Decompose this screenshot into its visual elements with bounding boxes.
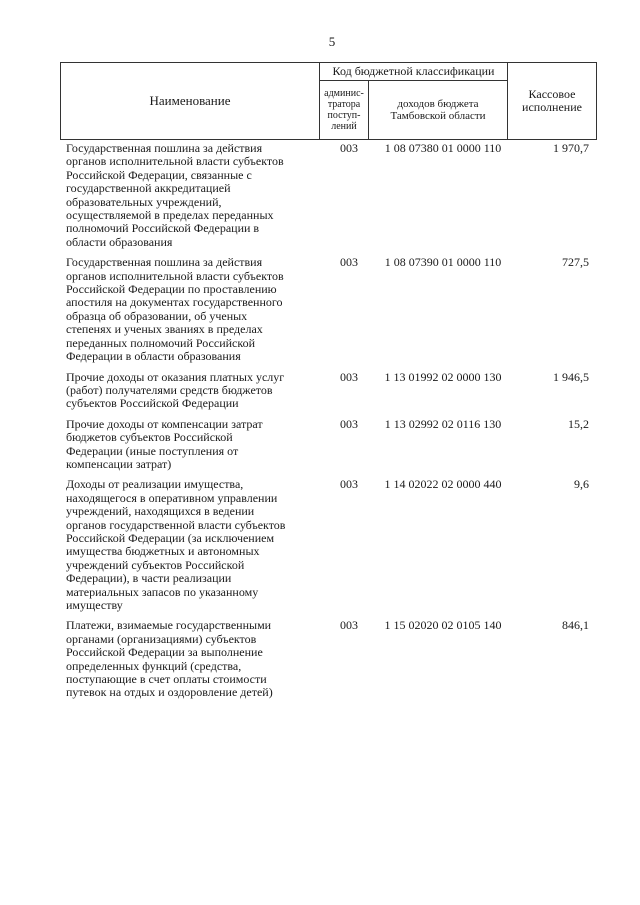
row-name-line: Прочие доходы от оказания платных услуг: [66, 369, 285, 384]
row-name-line: Федерации (иные поступления от: [66, 443, 239, 458]
row-name-line: Российской Федерации, связанные с: [66, 167, 252, 182]
table-row: [60, 256, 595, 363]
row-name-line: бюджетов субъектов Российской: [66, 430, 233, 445]
header-execution: [508, 63, 597, 140]
row-name-line: органов исполнительной власти субъектов: [66, 154, 284, 169]
table-body: [60, 142, 595, 707]
header-admin-line: тратора: [327, 99, 361, 110]
row-name-line: Федерации в области образования: [66, 349, 241, 364]
row-name: [60, 256, 319, 363]
table-row: [60, 478, 595, 612]
row-income-code: 1 13 01992 02 0000 130: [384, 369, 502, 384]
row-name-line: имущества бюджетных и автономных: [66, 544, 260, 559]
row-name-line: Государственная пошлина за действия: [66, 141, 263, 155]
row-name-line: переданных полномочий Российской: [66, 335, 255, 350]
row-admin-code: 003: [340, 618, 358, 633]
row-name: [60, 418, 319, 472]
table-row: [60, 418, 595, 472]
row-admin-code: 003: [340, 255, 358, 270]
row-name-line: компенсации затрат): [66, 456, 172, 471]
row-name-line: учреждений субъектов Российской: [66, 557, 245, 572]
table-row: [60, 371, 595, 411]
row-name-line: материальных запасов по указанному: [66, 584, 259, 599]
row-name-line: Платежи, взимаемые государственными: [66, 618, 272, 633]
row-name: [60, 478, 319, 612]
header-execution-line: Кассовое: [528, 86, 576, 101]
row-admin-code: 003: [340, 477, 358, 492]
row-name-line: степенях и ученых званиях в пределах: [66, 322, 263, 337]
header-admin-line: лений: [331, 121, 357, 132]
table-header: [60, 62, 597, 140]
header-execution-line: исполнение: [522, 100, 582, 114]
row-name-line: имуществу: [66, 598, 123, 612]
row-name-line: (работ) получателями средств бюджетов: [66, 382, 273, 397]
row-name-line: Российской Федерации (за исключением: [66, 530, 275, 545]
row-amount: 846,1: [562, 618, 589, 633]
row-name-line: Государственная пошлина за действия: [66, 255, 263, 270]
row-name-line: органами (организациями) субъектов: [66, 631, 257, 646]
row-name-line: определенных функций (средства,: [66, 658, 242, 673]
row-name: [60, 619, 319, 699]
row-name-line: учреждений, находящихся в ведении: [66, 504, 255, 519]
row-income-code: 1 15 02020 02 0105 140: [384, 618, 502, 633]
header-name: Наименование: [61, 63, 320, 140]
row-amount: 15,2: [568, 416, 589, 431]
row-income-code: 1 08 07390 01 0000 110: [384, 255, 502, 270]
row-name-line: области образования: [66, 234, 173, 249]
row-name-line: осуществляемой в пределах переданных: [66, 208, 274, 223]
row-name-line: Российской Федерации за выполнение: [66, 645, 263, 660]
row-name-line: находящегося в оперативном управлении: [66, 490, 278, 505]
row-name: [60, 371, 319, 411]
row-income-code: 1 13 02992 02 0116 130: [384, 416, 502, 431]
table-row: [60, 619, 595, 699]
row-income-code: 1 08 07380 01 0000 110: [384, 141, 502, 155]
row-name-line: образца об образовании, об ученых: [66, 308, 248, 323]
page-number: 5: [328, 34, 336, 49]
row-name-line: Федерации), в части реализации: [66, 571, 232, 586]
row-name: [60, 142, 319, 249]
header-admin-line: админис-: [324, 88, 364, 99]
header-income-line: доходов бюджета: [397, 97, 479, 110]
row-name-line: Российской Федерации по проставлению: [66, 282, 277, 297]
row-name-line: органов исполнительной власти субъектов: [66, 268, 284, 283]
row-name-line: субъектов Российской Федерации: [66, 396, 239, 411]
header-admin: [320, 81, 369, 140]
row-admin-code: 003: [340, 416, 358, 431]
table-row: [60, 142, 595, 249]
row-name-line: Доходы от реализации имущества,: [66, 477, 244, 492]
row-name-line: государственной аккредитацией: [66, 181, 231, 196]
row-name-line: образовательных учреждений,: [66, 194, 222, 209]
row-name-line: поступающие в счет оплаты стоимости: [66, 672, 267, 687]
header-admin-line: поступ-: [327, 110, 361, 121]
row-name-line: Прочие доходы от компенсации затрат: [66, 416, 263, 431]
row-admin-code: 003: [340, 141, 358, 155]
row-name-line: полномочий Российской Федерации в: [66, 221, 260, 236]
header-code-group: Код бюджетной классификации: [320, 63, 508, 81]
row-amount: 1 946,5: [553, 369, 589, 384]
row-name-line: органов государственной власти субъектов: [66, 517, 286, 532]
header-income-line: Тамбовской области: [390, 110, 486, 122]
row-amount: 727,5: [562, 255, 589, 270]
row-income-code: 1 14 02022 02 0000 440: [384, 477, 502, 492]
row-name-line: путевок на отдых и оздоровление детей): [66, 685, 273, 700]
row-amount: 9,6: [574, 477, 589, 492]
header-income: [369, 81, 508, 140]
row-name-line: апостиля на документах государственного: [66, 295, 283, 310]
row-amount: 1 970,7: [553, 141, 589, 155]
row-admin-code: 003: [340, 369, 358, 384]
